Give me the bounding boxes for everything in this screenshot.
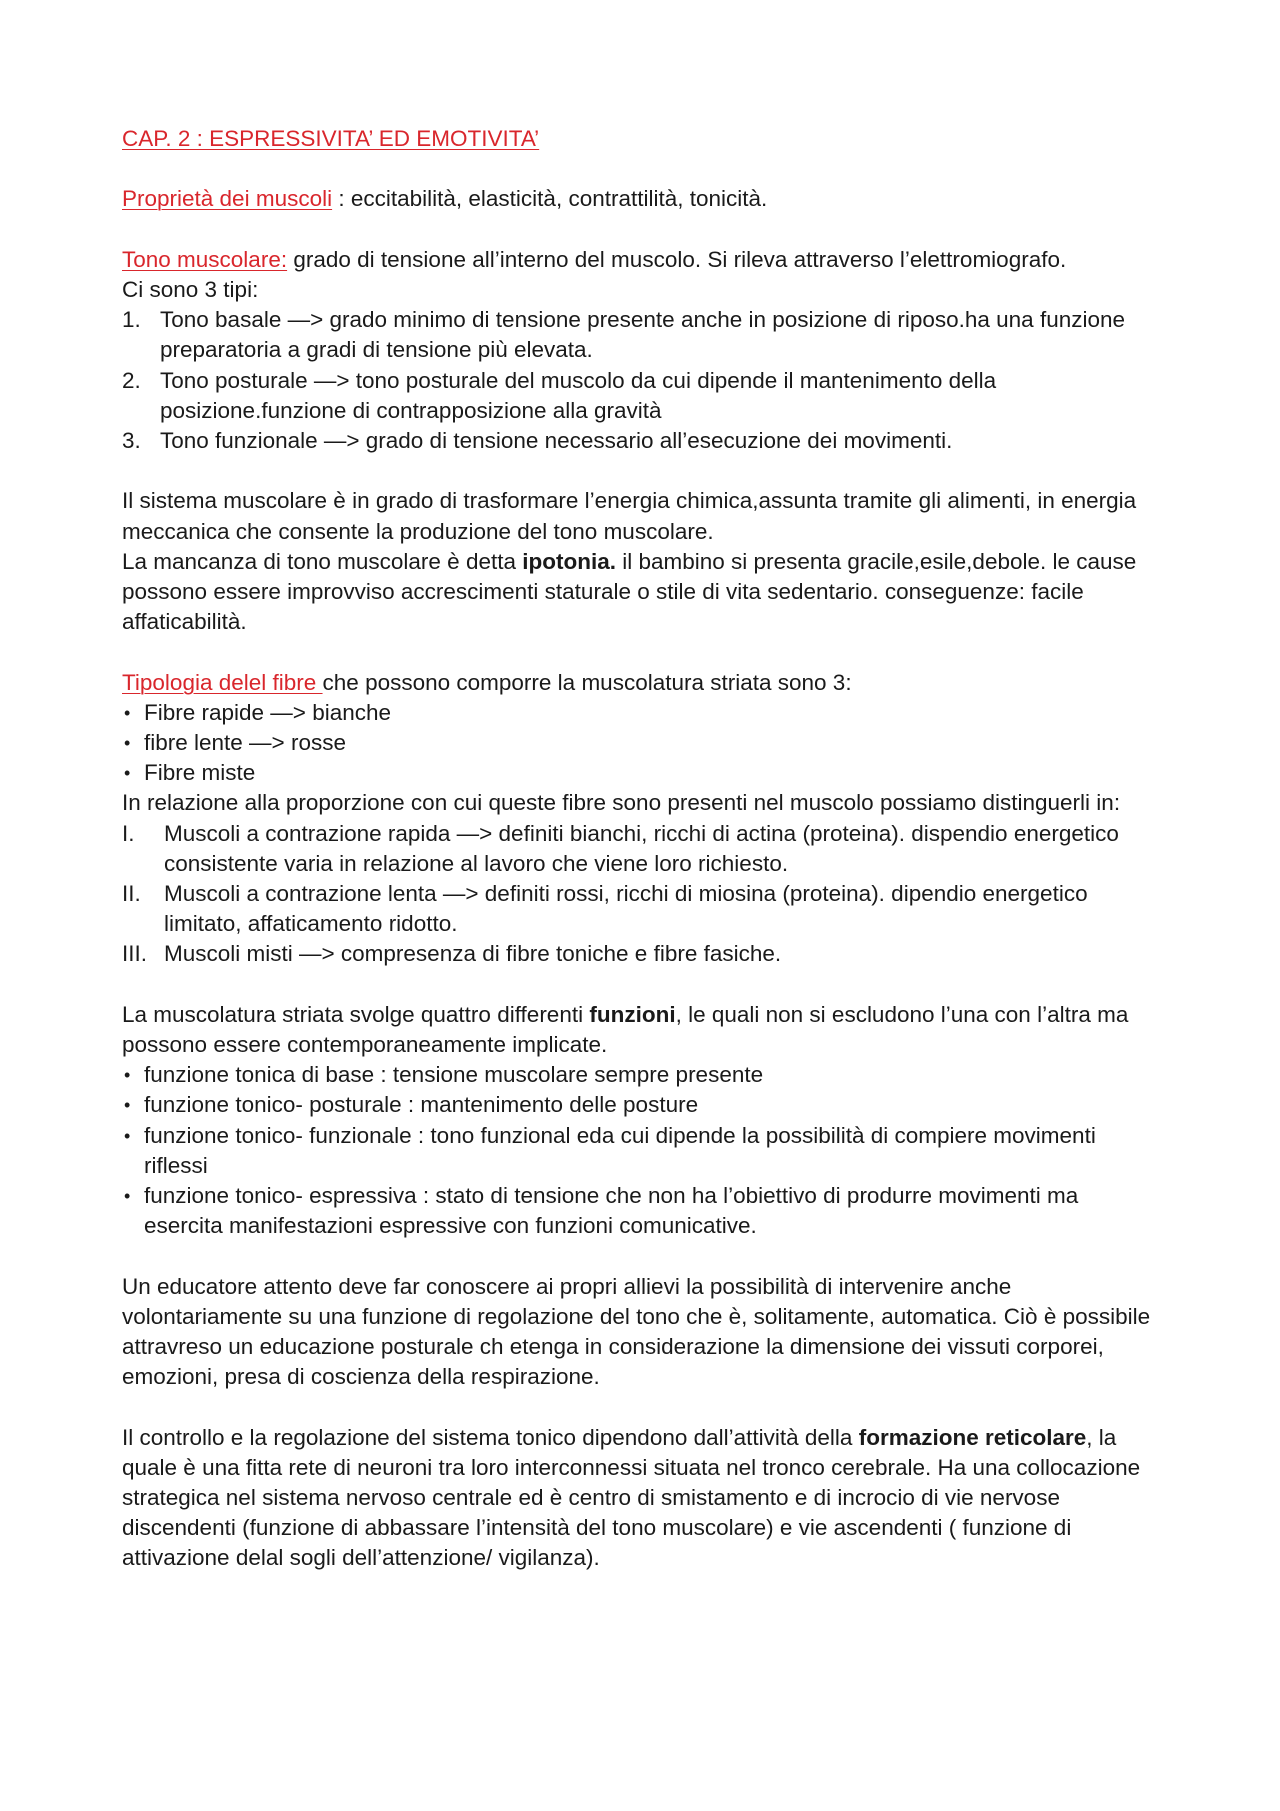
hypotonia-term: ipotonia. xyxy=(522,548,616,574)
list-item xyxy=(122,1060,1162,1090)
functions-term: funzioni xyxy=(589,1001,676,1027)
chapter-title xyxy=(122,124,1162,154)
paragraph-muscular-system: Il sistema muscolare è in grado di trasformare l’energia chimica,assunta tramite gli alimenti, in energia meccanica che consente la produzione del tono muscolare. xyxy=(122,488,1137,544)
list-item xyxy=(122,728,1162,758)
muscle-properties-text: : eccitabilità, elasticità, contrattilità, tonicità. xyxy=(332,186,768,212)
bullet-icon: • xyxy=(124,763,131,784)
tone-types-list xyxy=(122,305,1162,456)
list-item-text: Tono funzionale —> grado di tensione necessario all’esecuzione dei movimenti. xyxy=(160,428,953,453)
muscle-properties-label: Proprietà dei muscoli xyxy=(122,186,333,212)
list-item-text: Muscoli a contrazione rapida —> definiti bianchi, ricchi di actina (proteina). dispendio energetico consistente varia in relazione al lavoro che viene loro richiesto. xyxy=(164,820,1119,876)
list-marker: I. xyxy=(122,820,135,846)
tone-types-intro: Ci sono 3 tipi: xyxy=(122,276,259,302)
functions-bullet-list xyxy=(122,1060,1162,1241)
bullet-icon: • xyxy=(124,1095,131,1116)
list-item-text: funzione tonica di base : tensione muscolare sempre presente xyxy=(144,1062,764,1088)
list-item xyxy=(122,819,1162,879)
document-page xyxy=(122,124,1162,1574)
list-item xyxy=(122,1121,1162,1181)
paragraph-hypotonia xyxy=(122,547,1162,638)
muscle-tone-label: Tono muscolare: xyxy=(122,246,288,272)
fiber-bullet-list xyxy=(122,698,1162,789)
list-item-text: funzione tonico- funzionale : tono funzional eda cui dipende la possibilità di compiere movimenti riflessi xyxy=(144,1122,1096,1178)
fiber-types-text: che possono comporre la muscolatura striata sono 3: xyxy=(322,669,852,695)
list-marker: 2. xyxy=(122,367,141,393)
chapter-title-text: CAP. 2 : ESPRESSIVITA’ ED EMOTIVITA’ xyxy=(122,126,540,151)
list-item xyxy=(122,879,1162,939)
bullet-icon: • xyxy=(124,702,131,723)
list-marker: 1. xyxy=(122,307,141,333)
paragraph-reticular-formation xyxy=(122,1423,1162,1574)
list-item-text: Fibre rapide —> bianche xyxy=(144,699,392,725)
list-marker: II. xyxy=(122,881,141,907)
reticular-pre: Il controllo e la regolazione del sistema tonico dipendono dall’attività della xyxy=(122,1424,859,1450)
fiber-proportion-intro: In relazione alla proporzione con cui queste fibre sono presenti nel muscolo possiamo distinguerli in: xyxy=(122,790,1121,816)
list-item-text: funzione tonico- posturale : mantenimento delle posture xyxy=(144,1092,699,1118)
paragraph-educator: Un educatore attento deve far conoscere ai propri allievi la possibilità di intervenire anche volontariamente su una funzione di regolazione del tono che è, solitamente, automatica. Ciò è possibile attravreso un educazione posturale ch etenga in considerazione la dimensione dei vissuti corporei, emozioni, presa di coscienza della respirazione. xyxy=(122,1273,1151,1390)
list-item-text: Fibre miste xyxy=(144,760,256,786)
list-marker: 3. xyxy=(122,428,141,453)
list-item-text: Muscoli a contrazione lenta —> definiti rossi, ricchi di miosina (proteina). dipendio energetico limitato, affaticamento ridotto. xyxy=(164,881,1088,937)
bullet-icon: • xyxy=(124,733,131,753)
muscle-tone-text: grado di tensione all’interno del muscolo. Si rileva attraverso l’elettromiografo. xyxy=(287,246,1067,272)
paragraph-fiber-types xyxy=(122,668,1162,698)
list-item-text: Muscoli misti —> compresenza di fibre toniche e fibre fasiche. xyxy=(164,941,782,967)
list-item xyxy=(122,939,1162,969)
hypotonia-pre: La mancanza di tono muscolare è detta xyxy=(122,548,523,574)
list-item xyxy=(122,426,1162,456)
functions-post: , le quali non si escludono l’una con l’altra ma possono essere contemporaneamente implicate. xyxy=(122,1001,1129,1058)
paragraph-functions xyxy=(122,1000,1162,1060)
paragraph-muscle-tone xyxy=(122,245,1162,275)
list-item-text: Tono basale —> grado minimo di tensione presente anche in posizione di riposo.ha una funzione preparatoria a gradi di tensione più elevata. xyxy=(160,307,1126,363)
list-item-text: fibre lente —> rosse xyxy=(144,730,346,755)
hypotonia-post: il bambino si presenta gracile,esile,debole. le cause possono essere improvviso accrescimenti staturale o stile di vita sedentario. conseguenze: facile affaticabilità. xyxy=(122,548,1137,635)
list-item-text: Tono posturale —> tono posturale del muscolo da cui dipende il mantenimento della posizione.funzione di contrapposizione alla gravità xyxy=(160,367,997,423)
functions-pre: La muscolatura striata svolge quattro differenti xyxy=(122,1001,590,1027)
reticular-post: , la quale è una fitta rete di neuroni tra loro interconnessi situata nel tronco cerebrale. Ha una collocazione strategica nel sistema nervoso centrale ed è centro di smistamento e di incrocio di vie nervose discendenti (funzione di abbassare l’intensità del tono muscolare) e vie ascendenti ( funzione di attivazione delal sogli dell’attenzione/ vigilanza). xyxy=(122,1424,1141,1571)
muscle-types-list xyxy=(122,819,1162,970)
bullet-icon: • xyxy=(124,1065,131,1086)
fiber-types-label: Tipologia delel fibre xyxy=(122,669,323,695)
reticular-term: formazione reticolare xyxy=(858,1424,1087,1450)
list-item xyxy=(122,1181,1162,1241)
list-item xyxy=(122,698,1162,728)
bullet-icon: • xyxy=(124,1186,131,1207)
list-item-text: funzione tonico- espressiva : stato di tensione che non ha l’obiettivo di produrre movimenti ma esercita manifestazioni espressive con funzioni comunicative. xyxy=(144,1183,1079,1239)
list-item xyxy=(122,305,1162,365)
list-item xyxy=(122,1090,1162,1120)
paragraph-muscle-properties xyxy=(122,184,1162,214)
list-item xyxy=(122,758,1162,788)
list-item xyxy=(122,366,1162,426)
bullet-icon: • xyxy=(124,1125,131,1146)
list-marker: III. xyxy=(122,941,148,967)
